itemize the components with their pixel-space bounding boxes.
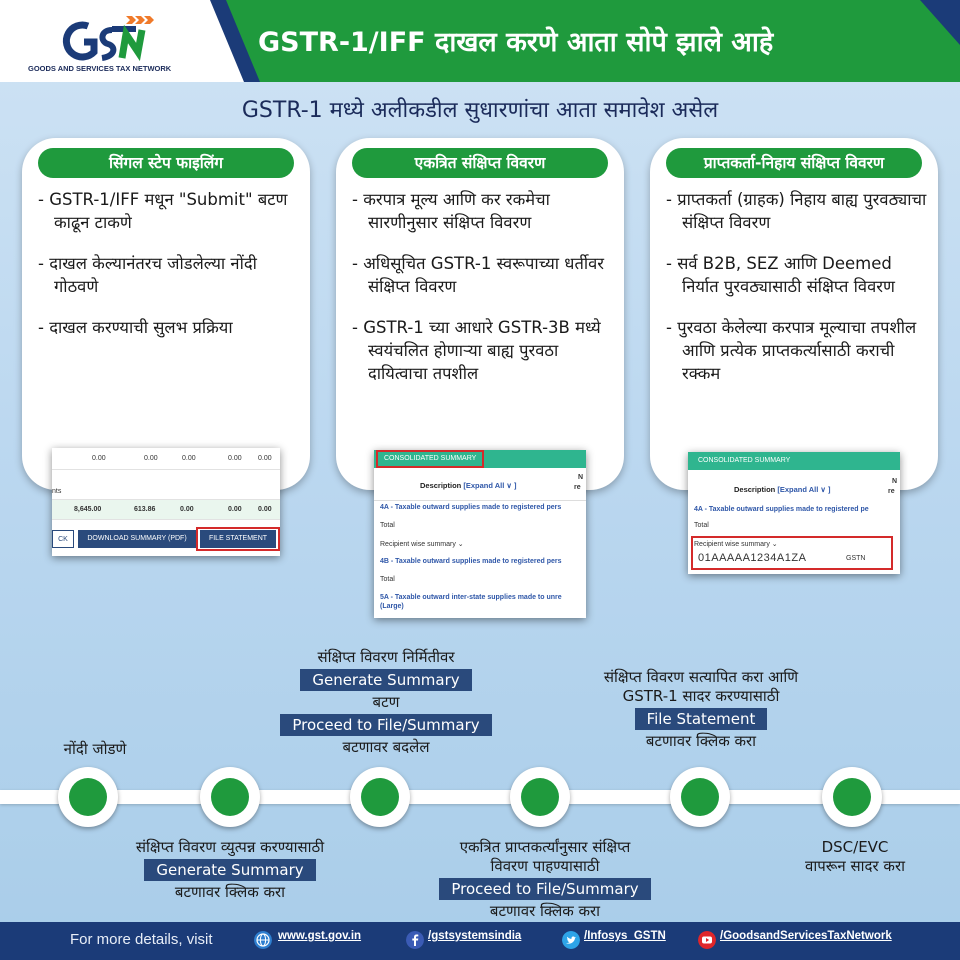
step-text: संक्षिप्त विवरण निर्मितीवर [317,648,455,666]
step-submit-dsc-evc [780,838,930,876]
card-recipient-wise-summary [650,138,938,490]
step-view-consolidated [410,838,680,921]
column-header: N [892,478,898,485]
list-item: - दाखल करण्याची सुलभ प्रक्रिया [38,316,300,339]
step-add-entries [40,740,150,759]
timeline-node-1 [58,767,118,827]
column-header: re [574,484,581,491]
row-4a[interactable]: 4A - Taxable outward supplies made to registered pe [694,506,869,513]
gstn-logo [28,8,188,76]
card-list [38,188,300,357]
step-text: DSC/EVC [821,838,889,856]
table-cell: 0.00 [228,506,242,513]
highlight-box [196,527,280,551]
table-cell: 0.00 [92,455,106,462]
back-button[interactable]: CK [52,530,74,548]
column-header: N [578,474,584,481]
card-title: एकत्रित संक्षिप्त विवरण [352,148,608,178]
list-item: - पुरवठा केलेल्या करपात्र मूल्याचा तपशील आणि प्रत्येक प्राप्तकर्त्यासाठी कराची रक्कम [666,316,928,385]
step-file-statement [566,668,836,751]
list-item: - करपात्र मूल्य आणि कर रकमेचा सारणीनुसार संक्षिप्त विवरण [352,188,614,234]
table-cell: 0.00 [228,455,242,462]
file-statement-button[interactable]: FILE STATEMENT [200,530,276,548]
description-header [734,485,831,494]
gstn-logo-icon [60,12,160,62]
step-text: बटणावर क्लिक करा [174,883,286,901]
list-item: - अधिसूचित GSTR-1 स्वरूपाच्या धर्तीवर संक्षिप्त विवरण [352,252,614,298]
proceed-to-file-label: Proceed to File/Summary [439,878,650,900]
card-list [666,188,928,403]
highlight-box [691,536,893,570]
list-item: - GSTR-1 च्या आधारे GSTR-3B मध्ये स्वयंचलित होणाऱ्या बाह्य पुरवठा दायित्वाचा तपशील [352,316,614,385]
table-cell: 613.86 [134,506,156,513]
step-text: संक्षिप्त विवरण सत्यापित करा आणि [603,668,799,686]
step-text: बटणावर बदलेल [342,738,430,756]
header [0,0,960,82]
table-cell: nts [52,488,62,495]
card-title: सिंगल स्टेप फाइलिंग [38,148,294,178]
step-summary-generated [256,648,516,757]
gstin-value: 01AAAAA1234A1ZA [698,552,807,564]
timeline-node-4 [510,767,570,827]
card-title: प्राप्तकर्ता-निहाय संक्षिप्त विवरण [666,148,922,178]
step-text: संक्षिप्त विवरण व्युत्पन्न करण्यासाठी [135,838,325,856]
step-text: विवरण पाहण्यासाठी [490,857,600,875]
row-4a[interactable]: 4A - Taxable outward supplies made to registered pers [380,504,562,511]
footer-visit-text: For more details, visit [70,931,213,948]
step-text: बटणावर क्लिक करा [645,732,757,750]
card-consolidated-summary [336,138,624,490]
total-label: Total [380,576,395,583]
timeline-node-3 [350,767,410,827]
table-cell: 0.00 [258,506,272,513]
page-title: GSTR-1/IFF दाखल करणे आता सोपे झाले आहे [258,27,774,58]
timeline-bar [0,790,960,804]
table-cell: 0.00 [144,455,158,462]
table-row [52,500,280,520]
highlight-box [376,450,484,468]
file-statement-label: File Statement [635,708,768,730]
recipient-wise-screenshot [688,452,900,574]
row-4b[interactable]: 4B - Taxable outward supplies made to registered pers [380,558,562,565]
recipient-wise-toggle[interactable]: Recipient wise summary ⌄ [380,541,464,548]
page-subtitle: GSTR-1 मध्ये अलीकडील सुधारणांचा आता समावेश असेल [241,98,719,123]
step-text: एकत्रित प्राप्तकर्त्यांनुसार संक्षिप्त [459,838,631,856]
list-item: - दाखल केल्यानंतरच जोडलेल्या नोंदी गोठवणे [38,252,300,298]
column-header: re [888,488,895,495]
facebook-link[interactable]: /gstsystemsindia [428,930,522,942]
total-label: Total [380,522,395,529]
table-cell: 8,645.00 [74,506,102,513]
generate-summary-label: Generate Summary [300,669,471,691]
logo-tagline: GOODS AND SERVICES TAX NETWORK [28,64,172,73]
youtube-link[interactable]: /GoodsandServicesTaxNetwork [720,930,892,942]
youtube-icon [698,931,716,949]
timeline-node-2 [200,767,260,827]
expand-all-link[interactable]: [Expand All ∨ ] [777,485,831,494]
description-label: Description [734,485,776,494]
expand-all-link[interactable]: [Expand All ∨ ] [463,481,517,490]
table-cell: 0.00 [180,506,194,513]
step-text: बटणावर क्लिक करा [489,902,601,920]
card-single-step-filing [22,138,310,490]
description-header [420,481,517,490]
list-item: - GSTR-1/IFF मधून "Submit" बटण काढून टाकणे [38,188,300,234]
generate-summary-label: Generate Summary [144,859,315,881]
proceed-to-file-label: Proceed to File/Summary [280,714,491,736]
timeline-node-5 [670,767,730,827]
globe-icon [254,931,272,949]
consolidated-summary-tab[interactable]: CONSOLIDATED SUMMARY [374,450,586,468]
gstin-label: GSTN [846,555,866,562]
consolidated-summary-tab[interactable]: CONSOLIDATED SUMMARY [688,452,900,470]
recipient-wise-toggle[interactable]: Recipient wise summary ⌄ [694,541,778,548]
twitter-icon [562,931,580,949]
table-cell: 0.00 [182,455,196,462]
description-label: Description [420,481,462,490]
timeline-node-6 [822,767,882,827]
list-item: - प्राप्तकर्ता (ग्राहक) निहाय बाह्य पुरवठ्याचा संक्षिप्त विवरण [666,188,928,234]
table-row [52,448,280,470]
total-label: Total [694,522,709,529]
file-statement-screenshot [52,448,280,556]
step-text: GSTR-1 सादर करण्यासाठी [622,687,780,705]
website-link[interactable]: www.gst.gov.in [278,930,362,942]
footer [0,922,960,960]
facebook-icon [406,931,424,949]
consolidated-summary-screenshot [374,450,586,618]
row-5a[interactable]: 5A - Taxable outward inter-state supplies made to unre [380,594,562,601]
step-text: वापरून सादर करा [805,857,905,875]
step-text: नोंदी जोडणे [63,740,127,758]
step-generate-summary [100,838,360,902]
table-row [52,470,280,500]
row-5a-sub: (Large) [380,603,404,610]
step-text: बटण [372,693,400,711]
table-cell: 0.00 [258,455,272,462]
download-summary-button[interactable]: DOWNLOAD SUMMARY (PDF) [78,530,196,548]
twitter-link[interactable]: /Infosys_GSTN [584,930,666,942]
card-list [352,188,614,403]
list-item: - सर्व B2B, SEZ आणि Deemed निर्यात पुरवठ्यासाठी संक्षिप्त विवरण [666,252,928,298]
